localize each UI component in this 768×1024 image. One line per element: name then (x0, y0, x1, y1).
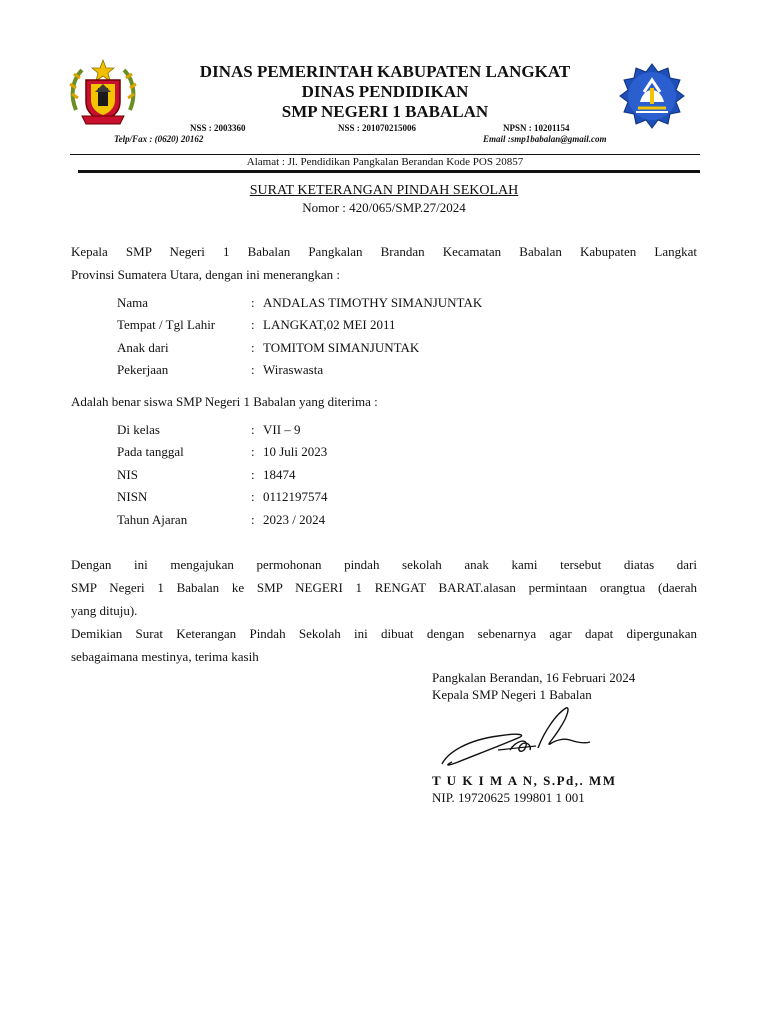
field-label: Tempat / Tgl Lahir (117, 317, 216, 332)
place-date: Pangkalan Berandan, 16 Februari 2024 (432, 670, 636, 685)
field-colon: : (251, 444, 255, 459)
header-divider (70, 154, 700, 155)
field-colon: : (251, 295, 255, 310)
field-label: Pada tanggal (117, 444, 184, 459)
field-row-class (117, 422, 677, 442)
field-value: VII – 9 (263, 422, 301, 437)
signatory-nip: NIP. 19720625 199801 1 001 (432, 790, 585, 805)
request-paragraph (71, 553, 697, 622)
nss-long-number: NSS : 201070215006 (338, 123, 417, 133)
school-name: SMP NEGERI 1 BABALAN (281, 102, 489, 121)
field-colon: : (251, 317, 255, 332)
field-label: Pekerjaan (117, 362, 169, 377)
field-value: Wiraswasta (263, 362, 324, 377)
regency-emblem-icon (68, 58, 138, 126)
field-row-nisn (117, 489, 677, 509)
signatory-name: T U K I M A N, S.Pd,. MM (432, 773, 617, 788)
field-colon: : (251, 340, 255, 355)
field-colon: : (251, 489, 255, 504)
field-colon: : (251, 362, 255, 377)
request-line: yang dituju). (71, 603, 138, 618)
field-value: 10 Juli 2023 (263, 444, 328, 459)
request-line: Dengan ini mengajukan permohonan pindah sekolah anak kami tersebut diatas dari (71, 557, 697, 572)
tut-wuri-handayani-icon (618, 62, 686, 130)
closing-line: Demikian Surat Keterangan Pindah Sekolah ini dibuat dengan sebenarnya agar dapat dipergunakan (71, 626, 697, 641)
handwritten-signature (438, 704, 598, 776)
field-row-school-year (117, 512, 677, 532)
field-row-nama (117, 295, 677, 315)
field-value: TOMITOM SIMANJUNTAK (263, 340, 420, 355)
header-divider-thick (78, 170, 700, 173)
agency-name: DINAS PEMERINTAH KABUPATEN LANGKAT (199, 62, 571, 81)
field-colon: : (251, 422, 255, 437)
field-value: ANDALAS TIMOTHY SIMANJUNTAK (263, 295, 483, 310)
intro-paragraph (71, 240, 697, 286)
nss-number: NSS : 2003360 (190, 123, 246, 133)
field-label: Di kelas (117, 422, 160, 437)
field-colon: : (251, 512, 255, 527)
school-address: Alamat : Jl. Pendidikan Pangkalan Berandan Kode POS 20857 (246, 156, 524, 168)
field-value: 18474 (263, 467, 296, 482)
intro-line: Kepala SMP Negeri 1 Babalan Pangkalan Brandan Kecamatan Babalan Kabupaten Langkat (71, 244, 697, 259)
signatory-position: Kepala SMP Negeri 1 Babalan (432, 687, 592, 702)
email: Email :smp1babalan@gmail.com (483, 134, 607, 144)
closing-paragraph (71, 622, 697, 668)
request-line: SMP Negeri 1 Babalan ke SMP NEGERI 1 RENGAT BARAT.alasan permintaan orangtua (daerah (71, 580, 697, 595)
field-row-birth (117, 317, 677, 337)
letter-number: Nomor : 420/065/SMP.27/2024 (302, 200, 466, 215)
field-label: NISN (117, 489, 148, 504)
field-row-parent (117, 340, 677, 360)
letter-title: SURAT KETERANGAN PINDAH SEKOLAH (249, 183, 519, 198)
field-value: LANGKAT,02 MEI 2011 (263, 317, 396, 332)
intro-line: Provinsi Sumatera Utara, dengan ini menerangkan : (71, 267, 340, 282)
statement: Adalah benar siswa SMP Negeri 1 Babalan yang diterima : (71, 394, 378, 409)
field-value: 0112197574 (263, 489, 328, 504)
department-name: DINAS PENDIDIKAN (301, 82, 469, 101)
field-label: Anak dari (117, 340, 169, 355)
field-label: Tahun Ajaran (117, 512, 188, 527)
field-colon: : (251, 467, 255, 482)
field-label: NIS (117, 467, 138, 482)
field-row-occupation (117, 362, 677, 382)
field-row-nis (117, 467, 677, 487)
closing-line: sebagaimana mestinya, terima kasih (71, 649, 259, 664)
field-row-date (117, 444, 677, 464)
field-value: 2023 / 2024 (263, 512, 326, 527)
telp-fax: Telp/Fax : (0620) 20162 (114, 134, 204, 144)
npsn-number: NPSN : 10201154 (503, 123, 570, 133)
field-label: Nama (117, 295, 149, 310)
